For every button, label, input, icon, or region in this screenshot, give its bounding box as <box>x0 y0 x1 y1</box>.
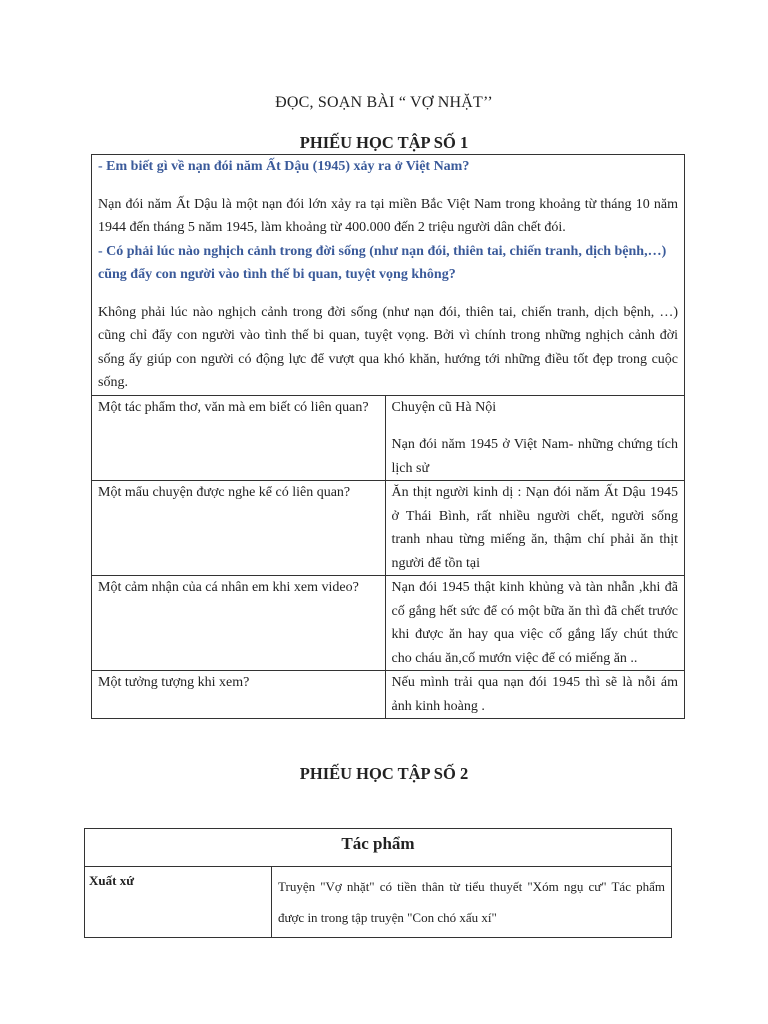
sheet2-title: PHIẾU HỌC TẬP SỐ 2 <box>299 764 469 783</box>
row-label: Một mẩu chuyện được nghe kể có liên quan? <box>92 481 386 576</box>
row-label: Một cảm nhận của cá nhân em khi xem video? <box>92 576 386 671</box>
sheet2-header-row <box>85 829 672 867</box>
table-row <box>92 395 685 481</box>
row-value-line: Nạn đói năm 1945 ở Việt Nam- những chứng tích lịch sử <box>391 437 678 476</box>
sheet1-title: PHIẾU HỌC TẬP SỐ 1 <box>299 133 469 152</box>
sheet2-table <box>84 828 672 938</box>
table-row <box>92 481 685 576</box>
row-value: Nếu mình trải qua nạn đói 1945 thì sẽ là nỗi ám ảnh kinh hoàng . <box>385 671 685 719</box>
row-label: Một tác phẩm thơ, văn mà em biết có liên quan? <box>92 395 386 481</box>
row-value: Truyện "Vợ nhặt" có tiền thân từ tiểu thuyết "Xóm ngụ cư" Tác phẩm được in trong tập truyện "Con chó xấu xí" <box>272 867 672 938</box>
sheet1-intro-row <box>92 155 685 396</box>
row-value: Ăn thịt người kinh dị : Nạn đói năm Ất Dậu 1945 ở Thái Bình, rất nhiều người chết, người sống tranh nhau từng miếng ăn, thậm chí phải ăn thịt người để tồn tại <box>385 481 685 576</box>
sheet1-intro-cell <box>92 155 685 396</box>
row-label: Xuất xứ <box>85 867 272 938</box>
table-row <box>92 576 685 671</box>
row-value <box>385 395 685 481</box>
sheet1-table <box>91 154 685 719</box>
answer-adversity: Không phải lúc nào nghịch cảnh trong đời sống (như nạn đói, thiên tai, chiến tranh, dịch bệnh, …) cũng chỉ đẩy con người vào tình thế bi quan, tuyệt vọng. Bởi vì chính trong những nghịch cảnh đời sống ấy giúp con người có động lực để vượt qua khó khăn, hướng tới những điều tốt đẹp trong cuộc sống. <box>98 304 678 390</box>
table-row <box>92 671 685 719</box>
row-value: Nạn đói 1945 thật kinh khủng và tàn nhẫn ,khi đã cố gắng hết sức để có một bữa ăn thì đã chết trước khi được ăn hay qua việc cố gắng lấy chút thức cho cháu ăn,cố mướn việc để có miếng ăn .. <box>385 576 685 671</box>
sheet2-table-header: Tác phẩm <box>85 829 672 867</box>
row-label: Một tưởng tượng khi xem? <box>92 671 386 719</box>
question-adversity: - Có phải lúc nào nghịch cảnh trong đời sống (như nạn đói, thiên tai, chiến tranh, dịch bệnh,…) cũng đẩy con người vào tình thế bi quan, tuyệt vọng không? <box>98 243 667 282</box>
table-row <box>85 867 672 938</box>
question-famine: - Em biết gì về nạn đói năm Ất Dậu (1945) xảy ra ở Việt Nam? <box>98 159 470 174</box>
answer-famine: Nạn đói năm Ất Dậu là một nạn đói lớn xảy ra tại miền Bắc Việt Nam trong khoảng từ tháng 10 năm 1944 đến tháng 5 năm 1945, làm khoảng từ 400.000 đến 2 triệu người dân chết đói. <box>98 196 678 235</box>
document-header: ĐỌC, SOẠN BÀI “ VỢ NHẶT’’ <box>275 94 493 111</box>
row-value-line: Chuyện cũ Hà Nội <box>391 399 497 415</box>
